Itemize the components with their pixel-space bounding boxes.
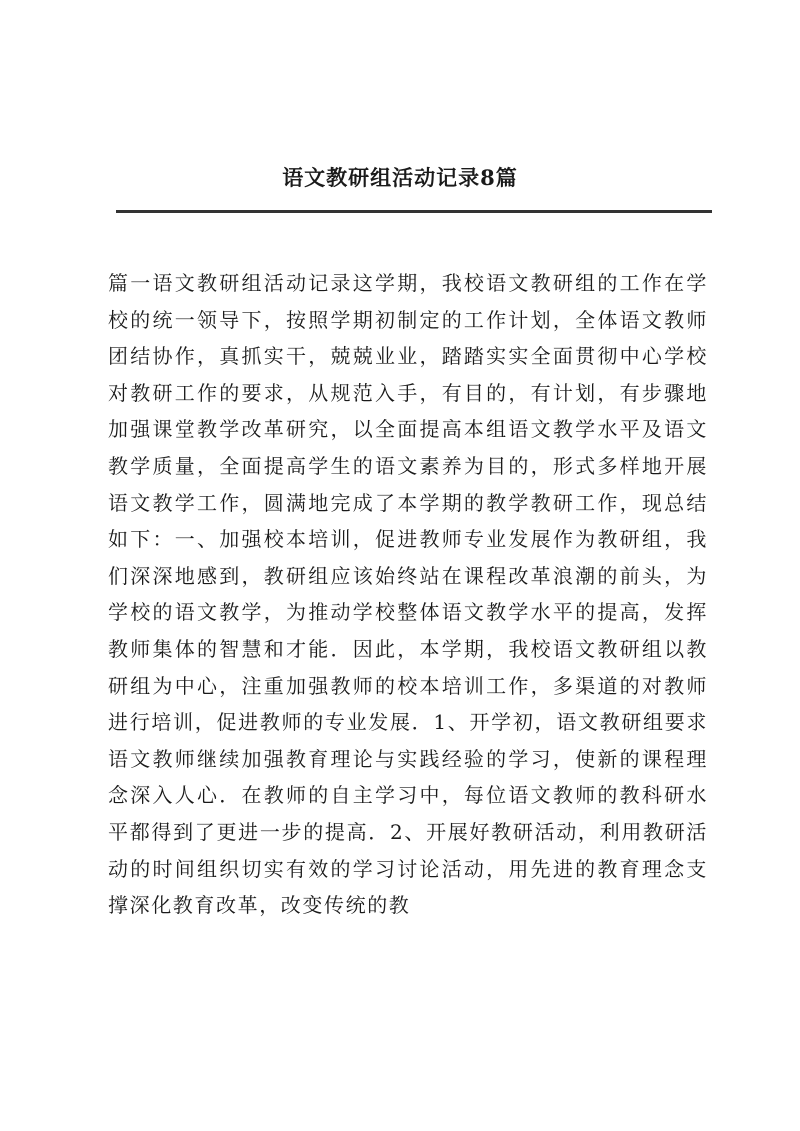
title-divider [116,210,712,213]
document-title: 语文教研组活动记录8篇 [282,165,518,190]
document-body: 篇一语文教研组活动记录这学期，我校语文教研组的工作在学校的统一领导下，按照学期初制定的工作计划，全体语文教师团结协作，真抓实干，兢兢业业，踏踏实实全面贯彻中心学校对教研工作的要求，从规范入手，有目的，有计划，有步骤地加强课堂教学改革研究，以全面提高本组语文教学水平及语文教学质量，全面提高学生的语文素养为目的，形式多样地开展语文教学工作，圆满地完成了本学期的教学教研工作，现总结如下：一、加强校本培训，促进教师专业发展作为教研组，我们深深地感到，教研组应该始终站在课程改革浪潮的前头，为学校的语文教学，为推动学校整体语文教学水平的提高，发挥教师集体的智慧和才能．因此，本学期，我校语文教研组以教研组为中心，注重加强教师的校本培训工作，多渠道的对教师进行培训，促进教师的专业发展．1、开学初，语文教研组要求语文教师继续加强教育理论与实践经验的学习，使新的课程理念深入人心．在教师的自主学习中，每位语文教师的教科研水平都得到了更进一步的提高．2、开展好教研活动，利用教研活动的时间组织切实有效的学习讨论活动，用先进的教育理念支撑深化教育改革，改变传统的教 [108,271,708,918]
